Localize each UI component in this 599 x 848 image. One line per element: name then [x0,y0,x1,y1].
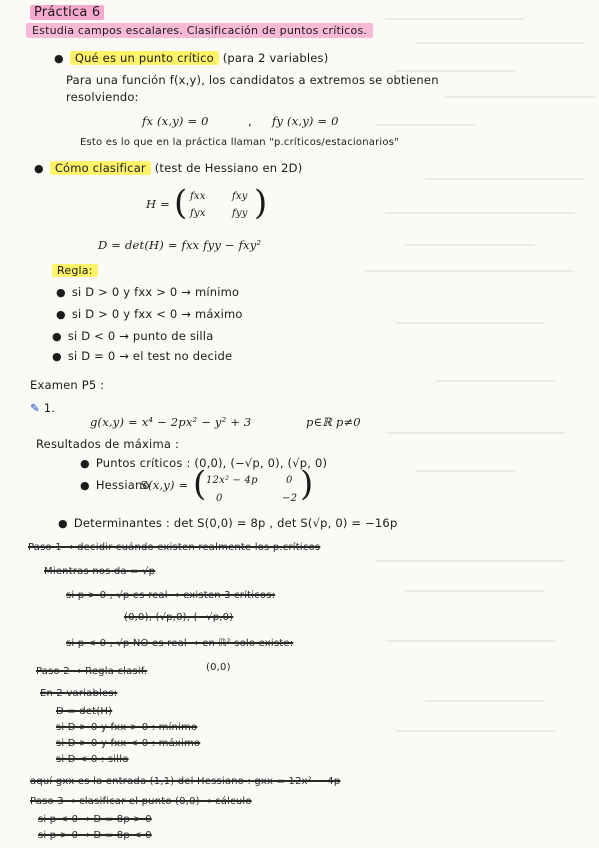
pencil-icon: ✎ [30,401,40,415]
matrix-paren-left: ( [193,464,207,504]
rule-text: si D = 0 → el test no decide [67,349,233,363]
hessian-lhs: S(x,y) = [140,478,189,492]
section2-heading-text: Cómo clasificar [50,161,151,175]
struck-saddle: si D < 0 : silla [56,754,129,765]
rule-item [52,329,213,343]
struck-note: Mientras nos da = √p [44,566,156,577]
section1-heading-text: Qué es un punto crítico [70,51,219,65]
section1-heading-note: (para 2 variables) [222,51,329,65]
page-subtitle [26,24,373,37]
rule-item [52,349,232,363]
determinant-equation: D = det(H) = fxx fyy − fxy² [98,238,262,252]
struck-case-b: si p > 0 → D = 8p < 0 [38,830,152,841]
bullet-icon: ● [54,52,64,65]
rule-text: si D > 0 y fxx < 0 → máximo [71,307,243,321]
section2-heading-note: (test de Hessiano en 2D) [154,161,303,175]
rule-text: si D < 0 → punto de silla [67,329,214,343]
determinants [58,516,397,530]
exam-domain: p∈ℝ p≠0 [306,415,361,429]
struck-max: si D > 0 y fxx < 0 : máximo [56,738,201,749]
struck-two-vars: En 2 variables: [40,688,118,699]
section1-heading [54,51,328,65]
critical-points-text: Puntos críticos : (0,0), (−√p, 0), (√p, 0) [95,456,328,470]
rule-text: si D > 0 y fxx > 0 → mínimo [71,285,240,299]
struck-step1: Paso 1 → decidir cuándo existen realmente los p.críticos [28,542,321,553]
bullet-icon: ● [56,286,66,299]
hessian-m11: 12x² − 4p [206,475,258,486]
equation-fx: fx (x,y) = 0 [142,114,209,128]
rule-item [56,307,243,321]
determinants-text: Determinantes : det S(0,0) = 8p , det S(√p, 0) = −16p [73,516,398,530]
section2-heading [34,161,302,175]
struck-step2-point: (0,0) [206,662,231,673]
hessian-m21: 0 [216,493,223,504]
matrix-paren-right: ) [300,464,314,504]
struck-step3: Paso 3 → clasificar el punto (0,0) → cálculo [30,796,252,807]
bullet-icon: ● [80,457,90,470]
bullet-icon: ● [56,308,66,321]
page-title [30,5,104,20]
bullet-icon: ● [58,517,68,530]
rule-item [56,285,239,299]
exam-item-number: 1. [43,401,56,415]
bullet-icon: ● [52,330,62,343]
hessian-m22: −2 [282,493,298,504]
struck-step2: Paso 2 → Regla clasif. [36,666,148,677]
equation-fy: fy (x,y) = 0 [272,114,339,128]
exam-item-marker [30,401,55,415]
struck-case-negative: si p < 0 , √p NO es real → en ℝ² solo existe: [66,638,294,649]
matrix-paren-right: ) [254,183,268,223]
matrix-fyy: fyy [232,208,248,219]
subtitle-text: Estudia campos escalares. Clasificación de puntos críticos. [26,23,373,38]
struck-gxx: aquí gxx es la entrada (1,1) del Hessiano : gxx = 12x² − 4p [30,776,341,787]
section1-text2: resolviendo: [66,90,139,104]
results-label: Resultados de máxima : [36,437,180,451]
struck-points: (0,0), (√p,0), (−√p,0) [124,612,234,623]
exam-function: g(x,y) = x⁴ − 2px² − y² + 3 [90,415,252,429]
matrix-fyx: fyx [190,208,206,219]
rule-label-text: Regla: [52,264,98,277]
bullet-icon: ● [80,479,90,492]
bullet-icon: ● [52,350,62,363]
struck-case-positive: si p > 0 , √p es real → existen 3 críticos: [66,590,276,601]
hessian-label: H = [146,197,170,211]
bleed-through-background [355,0,599,848]
hessian-row-label: Hessiano [95,478,150,492]
exam-heading: Examen P5 : [30,378,105,392]
struck-case-a: si p < 0 → D = 8p > 0 [38,814,152,825]
section1-text1: Para una función f(x,y), los candidatos a extremos se obtienen [66,73,439,87]
struck-min: si D > 0 y fxx > 0 : mínimo [56,722,198,733]
matrix-fxx: fxx [190,191,206,202]
title-text: Práctica 6 [30,5,104,20]
bullet-icon: ● [34,162,44,175]
matrix-fxy: fxy [232,191,248,202]
equation-separator: , [248,114,252,128]
matrix-paren-left: ( [174,183,188,223]
rule-label [52,264,98,277]
struck-det: D = det(H) [56,706,113,717]
section1-text3: Esto es lo que en la práctica llaman "p.críticos/estacionarios" [80,137,399,148]
hessian-m12: 0 [286,475,293,486]
